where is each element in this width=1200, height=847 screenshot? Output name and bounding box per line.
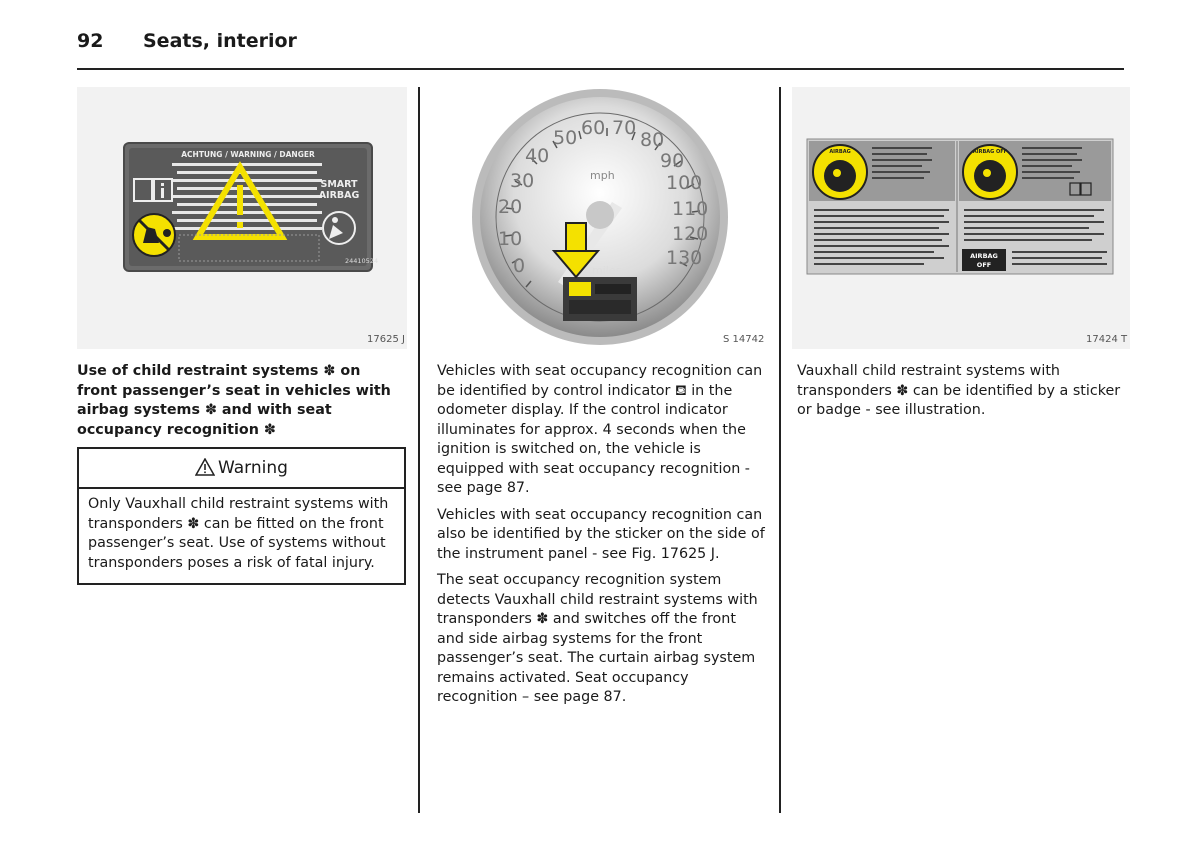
figure-1-caption: 17625 J: [367, 334, 405, 345]
speed-tick-90: 90: [660, 150, 685, 172]
paragraph-1: Vehicles with seat occupancy recognition can be identified by control indicator ⛾ in the odometer display. If the control indicator illuminates for approx. 4 seconds when the ignition is switched on, the vehicle is equipped with seat occupancy recognition - see page 87.: [437, 363, 763, 496]
airbag-off-line-1: AIRBAG: [970, 252, 998, 260]
speed-tick-30: 30: [510, 170, 535, 192]
figure-2-caption: S 14742: [723, 334, 765, 345]
column-divider-2: [779, 87, 781, 813]
no-child-seat-icon: [133, 214, 175, 256]
speed-tick-100: 100: [666, 172, 703, 194]
speed-tick-0: 0: [513, 255, 526, 277]
smart-label-2: AIRBAG: [318, 190, 360, 201]
warning-box: [77, 447, 406, 585]
speed-tick-50: 50: [553, 127, 578, 149]
column-1: [77, 362, 402, 447]
figure-airbag-sticker: [77, 87, 407, 349]
column-divider-1: [418, 87, 420, 813]
column-2: [437, 362, 765, 715]
section-heading: Use of child restraint systems ✽ on front passenger’s seat in vehicles with airbag systems ✽ and with seat occupancy recognition ✽: [77, 363, 391, 438]
warning-title: Warning: [218, 458, 288, 478]
section-title: Seats, interior: [143, 30, 297, 52]
speed-tick-20: 20: [498, 196, 523, 218]
speed-tick-110: 110: [672, 198, 709, 220]
smart-label-1: SMART: [320, 179, 358, 190]
page-number: 92: [77, 30, 104, 52]
warning-text: Only Vauxhall child restraint systems with transponders ✽ can be fitted on the front passenger’s seat. Use of systems without transponders poses a risk of fatal injury.: [88, 496, 389, 571]
warning-triangle-icon: [195, 458, 215, 476]
paragraph-2: Vehicles with seat occupancy recognition can also be identified by the sticker on the side of the instrument panel - see Fig. 17625 J.: [437, 506, 765, 562]
paragraph-col3: Vauxhall child restraint systems with transponders ✽ can be identified by a sticker or badge - see illustration.: [797, 363, 1121, 418]
badge-left-label: AIRBAG: [829, 149, 851, 155]
miles-label: miles: [592, 264, 622, 277]
speed-tick-40: 40: [525, 145, 550, 167]
airbag-off-line-2: OFF: [976, 261, 992, 269]
speed-tick-120: 120: [672, 223, 709, 245]
sticker-part-number: 24410524: [345, 257, 379, 265]
figure-speedometer: [430, 87, 770, 349]
sticker-title: ACHTUNG / WARNING / DANGER: [181, 150, 315, 159]
warning-header: [79, 449, 404, 489]
column-3: [797, 362, 1127, 428]
figure-3-caption: 17424 T: [1086, 334, 1128, 345]
paragraph-3: The seat occupancy recognition system detects Vauxhall child restraint systems with transponders ✽ and switches off the front and side airbag systems for the front passenger’s seat. The curtain airbag system remains activated. Seat occupancy recognition – see page 87.: [437, 572, 758, 705]
page-header: [77, 28, 1124, 70]
speed-tick-60: 60: [581, 117, 606, 139]
speed-tick-70: 70: [612, 117, 637, 139]
speed-tick-80: 80: [640, 129, 665, 151]
speed-tick-10: 10: [498, 228, 523, 250]
figure-child-seat-stickers: [792, 87, 1130, 349]
speed-tick-130: 130: [666, 247, 703, 269]
mph-label: mph: [590, 169, 615, 182]
badge-right-label: AIRBAG OFF: [972, 149, 1008, 155]
